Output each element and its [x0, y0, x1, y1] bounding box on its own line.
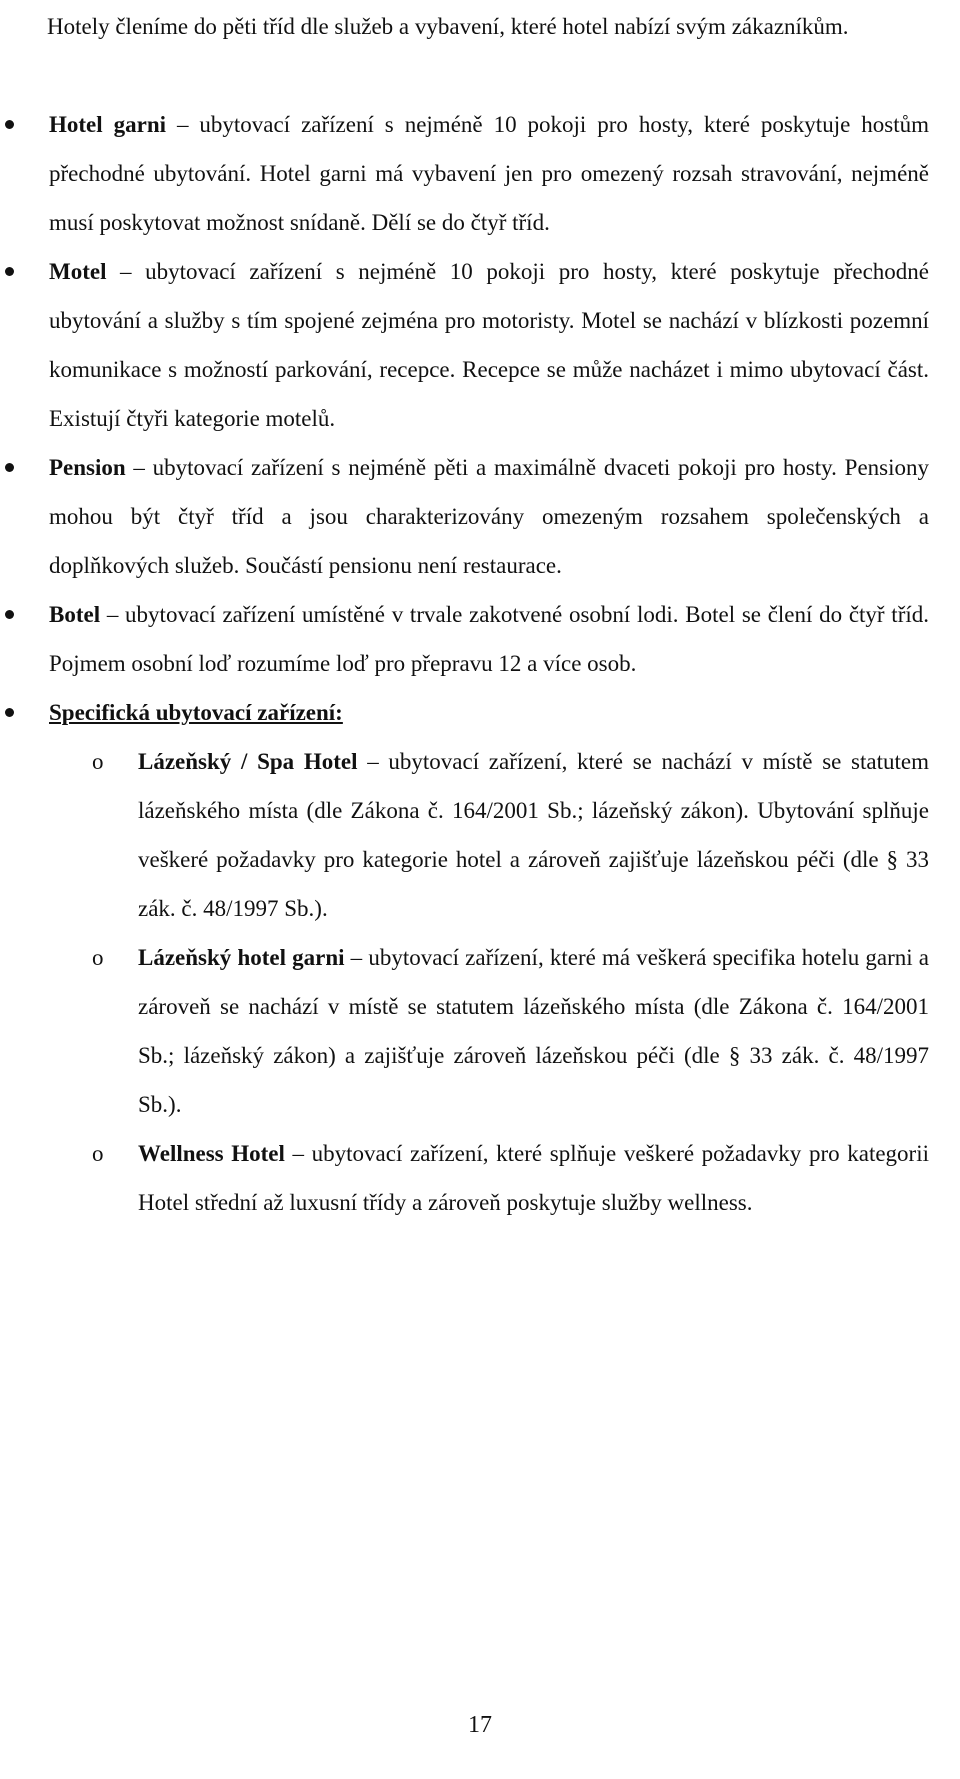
list-item-pension: [0, 443, 929, 590]
sub-marker: o: [92, 749, 104, 774]
definition-motel: – ubytovací zařízení s nejméně 10 pokoji pro hosty, které poskytuje přechodné ubytování a služby s tím spojené zejména pro motoristy. Motel se nachází v blízkosti pozemní komunikace s možností parkování, recepce. Recepce se může nacházet i mimo ubytovací část. Existují čtyři kategorie motelů.: [49, 259, 929, 431]
specific-heading: Specifická ubytovací zařízení:: [49, 700, 343, 725]
term-spa-hotel: Lázeňský / Spa Hotel: [138, 749, 358, 774]
sub-item-spa-hotel-garni: [0, 933, 929, 1129]
term-spa-hotel-garni: Lázeňský hotel garni: [138, 945, 345, 970]
bullet-icon: [5, 610, 14, 619]
bullet-icon: [5, 267, 14, 276]
term-wellness-hotel: Wellness Hotel: [138, 1141, 285, 1166]
term-botel: Botel: [49, 602, 101, 627]
list-item-hotel-garni: [0, 100, 929, 247]
accommodation-list: [0, 100, 960, 1227]
bullet-icon: [5, 463, 14, 472]
sub-item-spa-hotel: [0, 737, 929, 933]
list-item-motel: [0, 247, 929, 443]
list-item-botel: [0, 590, 929, 688]
definition-botel: – ubytovací zařízení umístěné v trvale zakotvené osobní lodi. Botel se člení do čtyř tříd. Pojmem osobní loď rozumíme loď pro přepravu 12 a více osob.: [49, 602, 929, 676]
sub-marker: o: [92, 945, 104, 970]
intro-paragraph: Hotely členíme do pěti tříd dle služeb a vybavení, které hotel nabízí svým zákazníkům.: [47, 14, 849, 39]
list-item-specific: [0, 688, 929, 737]
definition-spa-hotel: – ubytovací zařízení, které se nachází v místě se statutem lázeňského místa (dle Zákona č. 164/2001 Sb.; lázeňský zákon). Ubytování splňuje veškeré požadavky pro kategorie hotel a zároveň zajišťuje lázeňskou péči (dle § 33 zák. č. 48/1997 Sb.).: [138, 749, 929, 921]
definition-hotel-garni: – ubytovací zařízení s nejméně 10 pokoji pro hosty, které poskytuje hostům přechodné ubytování. Hotel garni má vybavení jen pro omezený rozsah stravování, nejméně musí poskytovat možnost snídaně. Dělí se do čtyř tříd.: [49, 112, 929, 235]
definition-pension: – ubytovací zařízení s nejméně pěti a maximálně dvaceti pokoji pro hosty. Pensiony mohou být čtyř tříd a jsou charakterizovány omezeným rozsahem společenských a doplňkových služeb. Součástí pensionu není restaurace.: [49, 455, 929, 578]
definition-spa-hotel-garni: – ubytovací zařízení, které má veškerá specifika hotelu garni a zároveň se nachází v místě se statutem lázeňského místa (dle Zákona č. 164/2001 Sb.; lázeňský zákon) a zajišťuje zároveň lázeňskou péči (dle § 33 zák. č. 48/1997 Sb.).: [138, 945, 929, 1117]
sub-marker: o: [92, 1141, 104, 1166]
definition-wellness-hotel: – ubytovací zařízení, které splňuje veškeré požadavky pro kategorii Hotel střední až luxusní třídy a zároveň poskytuje služby wellness.: [138, 1141, 929, 1215]
bullet-icon: [5, 708, 14, 717]
sub-item-wellness-hotel: [0, 1129, 929, 1227]
page-number: 17: [468, 1712, 492, 1738]
term-pension: Pension: [49, 455, 126, 480]
term-hotel-garni: Hotel garni: [49, 112, 166, 137]
bullet-icon: [5, 120, 14, 129]
term-motel: Motel: [49, 259, 107, 284]
